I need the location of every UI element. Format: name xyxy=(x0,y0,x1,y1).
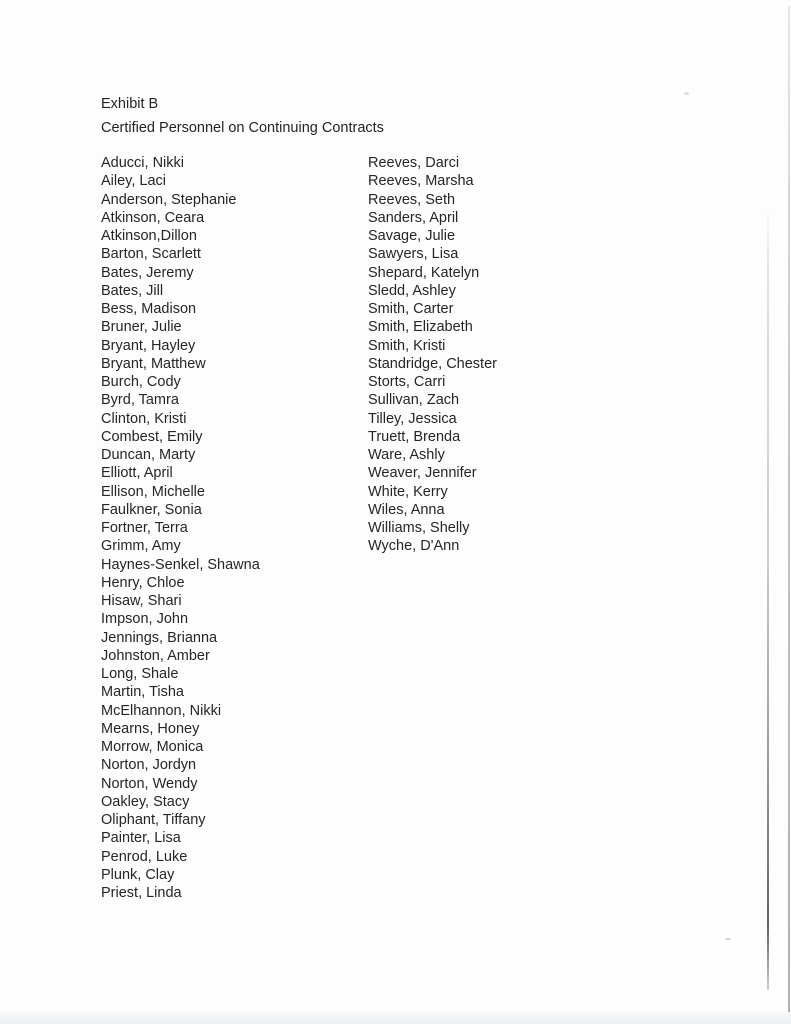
personnel-name: McElhannon, Nikki xyxy=(101,702,222,719)
personnel-list-right-column xyxy=(368,154,497,556)
personnel-name: Combest, Emily xyxy=(101,428,203,445)
document-subtitle: Certified Personnel on Continuing Contracts xyxy=(101,120,384,136)
personnel-list-left-column xyxy=(101,154,260,902)
personnel-name: Storts, Carri xyxy=(368,374,446,390)
personnel-name: Sanders, April xyxy=(368,209,459,226)
scan-artifact-speck xyxy=(725,938,731,940)
personnel-name: Impson, John xyxy=(101,611,189,628)
personnel-name: Tilley, Jessica xyxy=(368,410,457,427)
personnel-name: Smith, Carter xyxy=(368,301,454,317)
scan-artifact-bottom-band xyxy=(0,1012,791,1024)
personnel-name: Oakley, Stacy xyxy=(101,793,190,810)
personnel-name: Norton, Jordyn xyxy=(101,757,197,774)
personnel-name: Weaver, Jennifer xyxy=(368,465,477,482)
personnel-name: Reeves, Darci xyxy=(368,155,460,171)
personnel-name: Barton, Scarlett xyxy=(101,246,201,263)
personnel-name: Shepard, Katelyn xyxy=(368,264,480,281)
personnel-name: Mearns, Honey xyxy=(101,720,200,737)
personnel-name: Elliott, April xyxy=(101,465,173,482)
personnel-name: Oliphant, Tiffany xyxy=(101,812,206,828)
personnel-name: Norton, Wendy xyxy=(101,775,198,792)
personnel-name: Long, Shale xyxy=(101,666,179,682)
personnel-name: Wiles, Anna xyxy=(368,501,445,518)
personnel-name: Bryant, Hayley xyxy=(101,337,196,354)
scan-artifact-vertical-streak xyxy=(767,205,769,990)
personnel-name: Byrd, Tamra xyxy=(101,392,179,409)
personnel-name: Grimm, Amy xyxy=(101,538,181,555)
personnel-name: Plunk, Clay xyxy=(101,866,175,883)
scan-artifact-right-edge-line xyxy=(788,6,790,1014)
personnel-name: Truett, Brenda xyxy=(368,428,461,445)
personnel-name: Bates, Jill xyxy=(101,282,164,299)
personnel-name: Bruner, Julie xyxy=(101,319,182,336)
personnel-name: Smith, Elizabeth xyxy=(368,319,473,336)
personnel-name: Henry, Chloe xyxy=(101,574,185,591)
scan-artifact-speck xyxy=(684,92,689,95)
personnel-name: Priest, Linda xyxy=(101,885,182,901)
personnel-name: Atkinson, Ceara xyxy=(101,209,205,226)
personnel-name: Johnston, Amber xyxy=(101,647,210,664)
exhibit-title: Exhibit B xyxy=(101,96,159,112)
personnel-name: Hisaw, Shari xyxy=(101,593,182,609)
personnel-name: Atkinson,Dillon xyxy=(101,228,197,244)
personnel-name: Ware, Ashly xyxy=(368,447,445,463)
personnel-name: Haynes-Senkel, Shawna xyxy=(101,556,260,573)
personnel-name: Bryant, Matthew xyxy=(101,355,206,372)
personnel-name: Painter, Lisa xyxy=(101,830,181,847)
personnel-name: Bates, Jeremy xyxy=(101,264,194,281)
personnel-name: Sawyers, Lisa xyxy=(368,246,459,263)
personnel-name: Williams, Shelly xyxy=(368,520,470,536)
personnel-name: Reeves, Seth xyxy=(368,191,456,208)
personnel-name: Clinton, Kristi xyxy=(101,410,187,427)
personnel-name: Duncan, Marty xyxy=(101,447,196,463)
personnel-name: Fortner, Terra xyxy=(101,520,188,536)
personnel-name: Martin, Tisha xyxy=(101,684,184,701)
personnel-name: Faulkner, Sonia xyxy=(101,501,202,518)
personnel-name: Morrow, Monica xyxy=(101,739,204,755)
personnel-name: Wyche, D'Ann xyxy=(368,538,460,555)
personnel-name: Sledd, Ashley xyxy=(368,282,456,299)
personnel-name: White, Kerry xyxy=(368,483,448,500)
personnel-name: Penrod, Luke xyxy=(101,848,188,865)
document-header xyxy=(101,92,384,140)
personnel-name: Smith, Kristi xyxy=(368,337,446,354)
personnel-name: Bess, Madison xyxy=(101,301,197,317)
personnel-name: Aducci, Nikki xyxy=(101,155,184,171)
personnel-name: Reeves, Marsha xyxy=(368,173,474,190)
personnel-name: Ellison, Michelle xyxy=(101,483,205,500)
personnel-name: Standridge, Chester xyxy=(368,355,497,372)
personnel-name: Burch, Cody xyxy=(101,374,181,390)
personnel-name: Jennings, Brianna xyxy=(101,629,218,646)
personnel-name: Savage, Julie xyxy=(368,228,456,244)
personnel-name: Sullivan, Zach xyxy=(368,392,460,409)
personnel-name: Anderson, Stephanie xyxy=(101,191,237,208)
personnel-name: Ailey, Laci xyxy=(101,173,167,190)
